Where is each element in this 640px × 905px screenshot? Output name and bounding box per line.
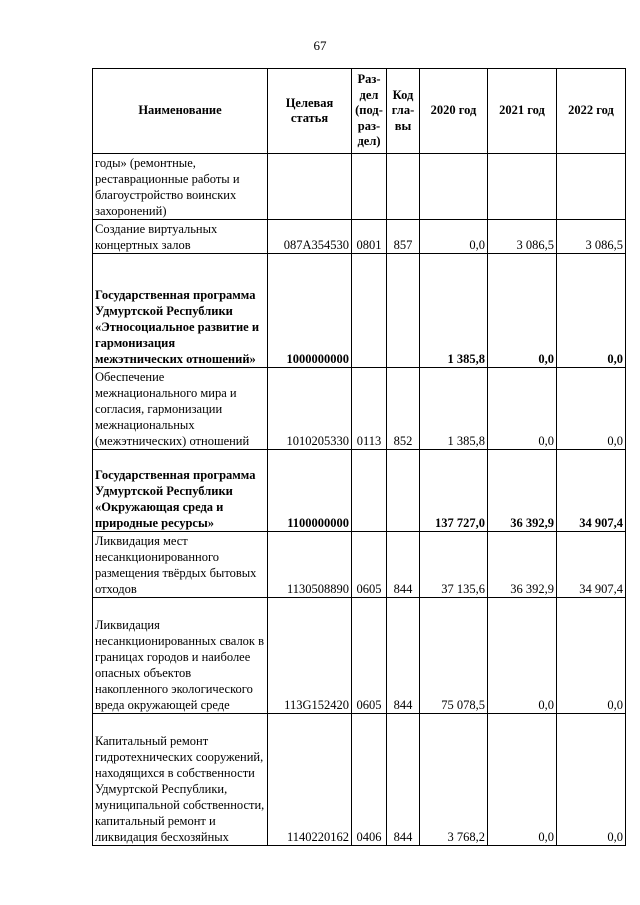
row-target: 1130508890: [268, 532, 352, 598]
row-name: Ликвидация несанкционированных свалок в границах городов и наиболее опасных объектов накопленного экологического вреда окружающей среде: [93, 598, 268, 714]
row-2021: [488, 154, 557, 220]
row-chapter: 857: [387, 220, 420, 254]
row-2022: 0,0: [557, 254, 626, 368]
header-name: Наименование: [93, 69, 268, 154]
row-target: 1010205330: [268, 368, 352, 450]
row-target: [268, 154, 352, 220]
table-row: [93, 154, 626, 220]
header-chapter: Код гла-вы: [387, 69, 420, 154]
row-2022: 34 907,4: [557, 450, 626, 532]
row-2020: 137 727,0: [420, 450, 488, 532]
row-chapter: [387, 154, 420, 220]
row-2022: 0,0: [557, 598, 626, 714]
row-target: 113G152420: [268, 598, 352, 714]
row-name: Обеспечение межнационального мира и согласия, гармонизации межнациональных (межэтнических) отношений: [93, 368, 268, 450]
row-2021: 0,0: [488, 254, 557, 368]
table-row: [93, 220, 626, 254]
header-2020: 2020 год: [420, 69, 488, 154]
row-target: 1000000000: [268, 254, 352, 368]
row-2021: 0,0: [488, 598, 557, 714]
row-chapter: 852: [387, 368, 420, 450]
row-2022: [557, 154, 626, 220]
row-name: Ликвидация мест несанкционированного размещения твёрдых бытовых отходов: [93, 532, 268, 598]
row-chapter: [387, 450, 420, 532]
row-chapter: 844: [387, 598, 420, 714]
row-section: [352, 154, 387, 220]
row-2022: 34 907,4: [557, 532, 626, 598]
row-2020: [420, 154, 488, 220]
row-2021: 3 086,5: [488, 220, 557, 254]
row-section: 0113: [352, 368, 387, 450]
row-2022: 3 086,5: [557, 220, 626, 254]
row-section: 0605: [352, 598, 387, 714]
header-2022: 2022 год: [557, 69, 626, 154]
row-section: 0406: [352, 714, 387, 846]
header-section: Раз-дел (под-раз-дел): [352, 69, 387, 154]
row-name: Государственная программа Удмуртской Республики «Окружающая среда и природные ресурсы»: [93, 450, 268, 532]
row-target: 087A354530: [268, 220, 352, 254]
row-2021: 36 392,9: [488, 450, 557, 532]
table-row: [93, 368, 626, 450]
header-target: Целевая статья: [268, 69, 352, 154]
row-2021: 0,0: [488, 368, 557, 450]
row-name: Создание виртуальных концертных залов: [93, 220, 268, 254]
budget-table: [92, 68, 626, 846]
row-2020: 75 078,5: [420, 598, 488, 714]
row-chapter: 844: [387, 714, 420, 846]
row-2020: 1 385,8: [420, 254, 488, 368]
row-target: 1140220162: [268, 714, 352, 846]
header-2021: 2021 год: [488, 69, 557, 154]
row-chapter: 844: [387, 532, 420, 598]
table-row: [93, 532, 626, 598]
row-name: Капитальный ремонт гидротехнических сооружений, находящихся в собственности Удмуртской Республики, муниципальной собственности, капитальный ремонт и ликвидация бесхозяйных: [93, 714, 268, 846]
header-row: [93, 69, 626, 154]
row-section: [352, 450, 387, 532]
row-target: 1100000000: [268, 450, 352, 532]
row-2021: 36 392,9: [488, 532, 557, 598]
row-section: [352, 254, 387, 368]
row-2022: 0,0: [557, 368, 626, 450]
table-row: [93, 254, 626, 368]
row-2020: 1 385,8: [420, 368, 488, 450]
row-2020: 37 135,6: [420, 532, 488, 598]
row-name: годы» (ремонтные, реставрационные работы и благоустройство воинских захоронений): [93, 154, 268, 220]
row-section: 0801: [352, 220, 387, 254]
row-2021: 0,0: [488, 714, 557, 846]
row-2020: 3 768,2: [420, 714, 488, 846]
row-2022: 0,0: [557, 714, 626, 846]
row-2020: 0,0: [420, 220, 488, 254]
table-row: [93, 598, 626, 714]
page-number: 67: [313, 38, 327, 53]
table-row: [93, 714, 626, 846]
row-name: Государственная программа Удмуртской Республики «Этносоциальное развитие и гармонизация межэтнических отношений»: [93, 254, 268, 368]
row-section: 0605: [352, 532, 387, 598]
row-chapter: [387, 254, 420, 368]
table-row: [93, 450, 626, 532]
